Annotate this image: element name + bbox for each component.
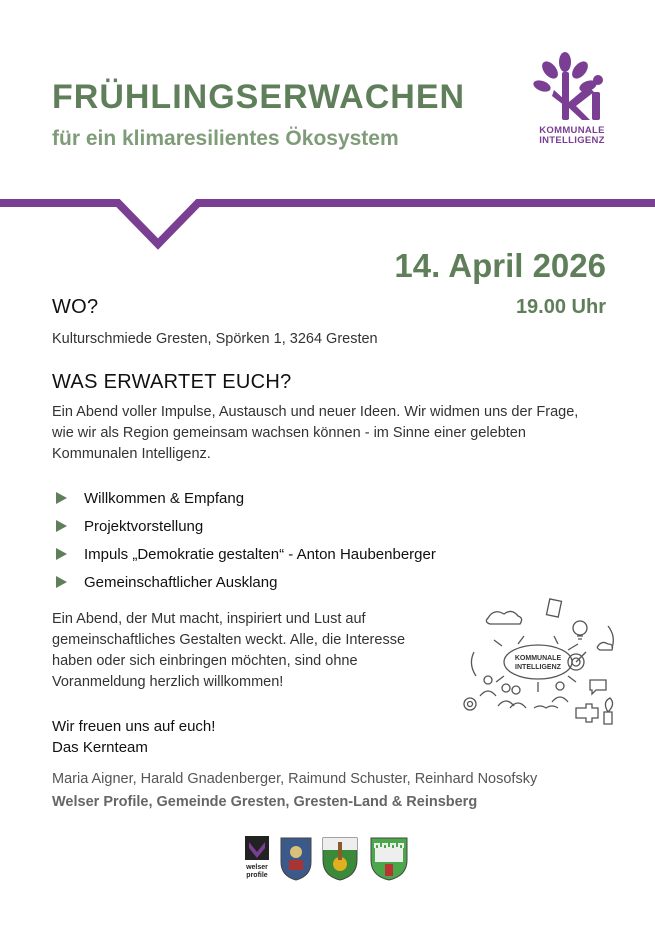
agenda-item: Projektvorstellung [52, 512, 436, 540]
team-names: Maria Aigner, Harald Gnadenberger, Raimund Schuster, Reinhard Nosofsky [52, 771, 538, 787]
closing-paragraph: Ein Abend, der Mut macht, inspiriert und Lust auf gemeinschaftliches Gestalten weckt. Alle, die Interesse haben oder sich einbringen möchten, sind ohne Voranmeldung herzlich willkommen! [52, 611, 406, 690]
team-text: Das Kernteam [52, 739, 148, 756]
svg-text:welser: welser [246, 864, 268, 871]
bullet-triangle-icon [56, 492, 67, 504]
gresten-land-crest [323, 838, 357, 880]
sponsor-logos [243, 834, 413, 882]
svg-text:INTELLIGENZ: INTELLIGENZ [515, 664, 561, 671]
bullet-triangle-icon [56, 520, 67, 532]
where-address: Kulturschmiede Gresten, Spörken 1, 3264 Gresten [52, 331, 378, 347]
event-time: 19.00 Uhr [515, 296, 606, 318]
event-date: 14. April 2026 [394, 247, 606, 284]
greeting-text: Wir freuen uns auf euch! [52, 718, 216, 735]
svg-text:profile: profile [246, 872, 268, 879]
agenda-list [52, 484, 436, 596]
bullet-triangle-icon [56, 548, 67, 560]
where-heading: WO? [52, 296, 99, 318]
community-sketch-illustration [458, 596, 624, 742]
welser-profile-logo [245, 836, 269, 879]
gresten-crest [281, 838, 311, 880]
page-subtitle: für ein klimaresilientes Ökosystem [52, 127, 399, 150]
logo-wordmark: KOMMUNALE INTELLIGENZ [539, 125, 605, 146]
svg-text:KOMMUNALE: KOMMUNALE [514, 655, 562, 662]
reinsberg-crest [371, 838, 407, 880]
signoff-block [52, 716, 215, 758]
expect-heading: WAS ERWARTET EUCH? [52, 371, 292, 393]
agenda-item: Willkommen & Empfang [52, 484, 436, 512]
page-title: FRÜHLINGSERWACHEN [52, 78, 466, 116]
bullet-triangle-icon [56, 576, 67, 588]
agenda-item: Gemeinschaftlicher Ausklang [52, 568, 436, 596]
agenda-item: Impuls „Demokratie gestalten“ - Anton Haubenberger [52, 540, 436, 568]
partner-list: Welser Profile, Gemeinde Gresten, Gresten-Land & Reinsberg [52, 794, 478, 810]
expect-intro: Ein Abend voller Impulse, Austausch und neuer Ideen. Wir widmen uns der Frage, wie wir als Region gemeinsam wachsen können - im Sinne einer gelebten Kommunalen Intelligenz. [52, 404, 579, 462]
